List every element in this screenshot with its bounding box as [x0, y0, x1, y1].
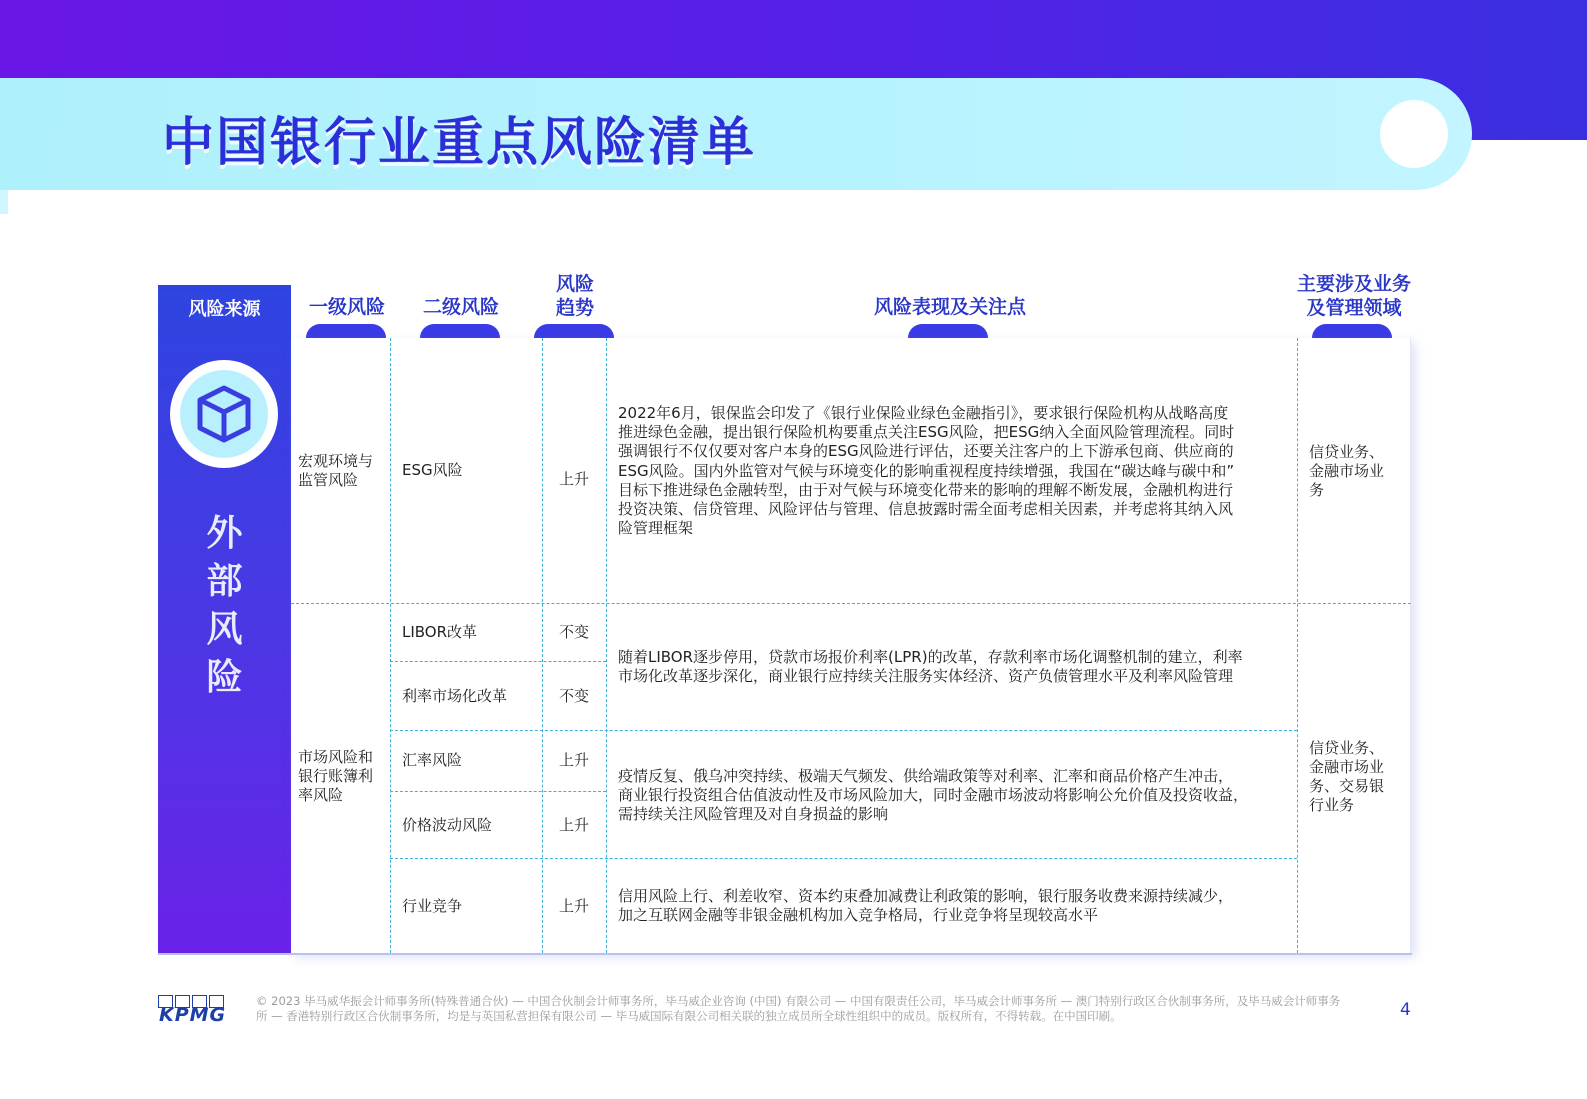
focus-esg: 2022年6月，银保监会印发了《银行业保险业绿色金融指引》，要求银行保险机构从战略高度 推进绿色金融，提出银行保险机构要重点关注ESG风险，把ESG纳入全面风险管理流程。同时 强调银行不仅仅要对客户本身的ESG风险进行评估，还要关注客户的上下游承包商、供应商的 ESG风险。国内外监管对气候与环境变化的影响重视程度持续增强，我国在“碳达峰与碳中和” 目标下推进绿色金融转型，由于对气候与环境变化带来的影响的理解不断发展，金融机构进行 投资决策、信贷管理、风险评估与管理、信息披露时需全面考虑相关因素，并考虑将其纳入风 险管理框架: [618, 404, 1235, 538]
business-row2: 信贷业务、 金融市场业 务、交易银 行业务: [1309, 739, 1385, 814]
header-pill: [306, 324, 386, 338]
footer-copyright: © 2023 毕马威华振会计师事务所(特殊普通合伙) — 中国合伙制会计师事务所，毕马威企业咨询 (中国) 有限公司 — 中国有限责任公司，毕马威会计师事务所 — 澳门特别行政区合伙制事务所，及毕马威会计师事务所 — 香港特别行政区合伙制事务所，均是与英国私营担保有限公司 — 毕马威国际有限公司相关联的独立成员所全球性组织中的成员。版权所有，不得转载。在中国印刷。: [256, 994, 1341, 1023]
trend-rate-reform: 不变: [558, 687, 589, 705]
column-divider: [390, 338, 391, 953]
row-divider: [390, 791, 606, 792]
table-bottom-border: [158, 953, 1412, 955]
row-divider: [390, 661, 606, 662]
level2-risk-libor: LIBOR改革: [402, 623, 478, 641]
header-pill: [534, 324, 614, 338]
cube-icon: [192, 382, 256, 446]
level1-risk-macro: 宏观环境与 监管风险: [298, 452, 374, 489]
title-decoration-dot: [1380, 100, 1448, 168]
header-pill: [1312, 324, 1392, 338]
focus-fx-price: 疫情反复、俄乌冲突持续、极端天气频发、供给端政策等对利率、汇率和商品价格产生冲击， 商业银行投资组合估值波动性及市场风险加大，同时金融市场波动将影响公允价值及投资收益， 需持续关注风险管理及对自身损益的影响: [618, 767, 1249, 824]
level2-risk-rate-reform: 利率市场化改革: [402, 687, 508, 705]
risk-category-column: [158, 285, 291, 953]
row-divider: [390, 730, 1297, 731]
header-focus: 风险表现及关注点: [873, 296, 1026, 318]
row-divider: [291, 603, 1411, 604]
trend-libor: 不变: [558, 623, 589, 641]
column-divider: [1297, 338, 1298, 953]
header-pill: [420, 324, 500, 338]
focus-competition: 信用风险上行、利差收窄、资本约束叠加减费让利政策的影响，银行服务收费来源持续减少， 加之互联网金融等非银金融机构加入竞争格局，行业竞争将呈现较高水平: [618, 887, 1234, 925]
page-number: 4: [1400, 1000, 1411, 1020]
trend-esg: 上升: [558, 470, 589, 488]
trend-fx: 上升: [558, 751, 589, 769]
trend-competition: 上升: [558, 897, 589, 915]
level2-risk-esg: ESG风险: [402, 461, 463, 479]
level1-risk-market: 市场风险和 银行账簿利 率风险: [298, 748, 374, 804]
category-icon-ring: [170, 360, 278, 468]
header-level1-risk: 一级风险: [308, 296, 385, 318]
page-title: 中国银行业重点风险清单: [162, 113, 757, 173]
header-level2-risk: 二级风险: [422, 296, 499, 318]
category-label: 外 部 风 险: [206, 513, 243, 698]
business-row1: 信贷业务、 金融市场业 务: [1309, 443, 1385, 499]
header-business: 主要涉及业务 及管理领域: [1296, 273, 1411, 319]
level2-risk-competition: 行业竞争: [402, 897, 463, 915]
header-pill: [908, 324, 988, 338]
column-divider: [542, 338, 543, 953]
header-risk-source: 风险来源: [188, 299, 261, 320]
level2-risk-price: 价格波动风险: [402, 816, 493, 834]
header-trend: 风险 趋势: [555, 273, 594, 319]
trend-price: 上升: [558, 816, 589, 834]
row-divider: [390, 858, 1297, 859]
focus-libor-rate: 随着LIBOR逐步停用，贷款市场报价利率(LPR)的改革，存款利率市场化调整机制的建立，利率 市场化改革逐步深化，商业银行应持续关注服务实体经济、资产负债管理水平及利率风险管理: [618, 648, 1243, 686]
column-divider: [606, 338, 607, 953]
kpmg-logo: KPMG: [158, 995, 228, 1025]
level2-risk-fx: 汇率风险: [402, 751, 463, 769]
